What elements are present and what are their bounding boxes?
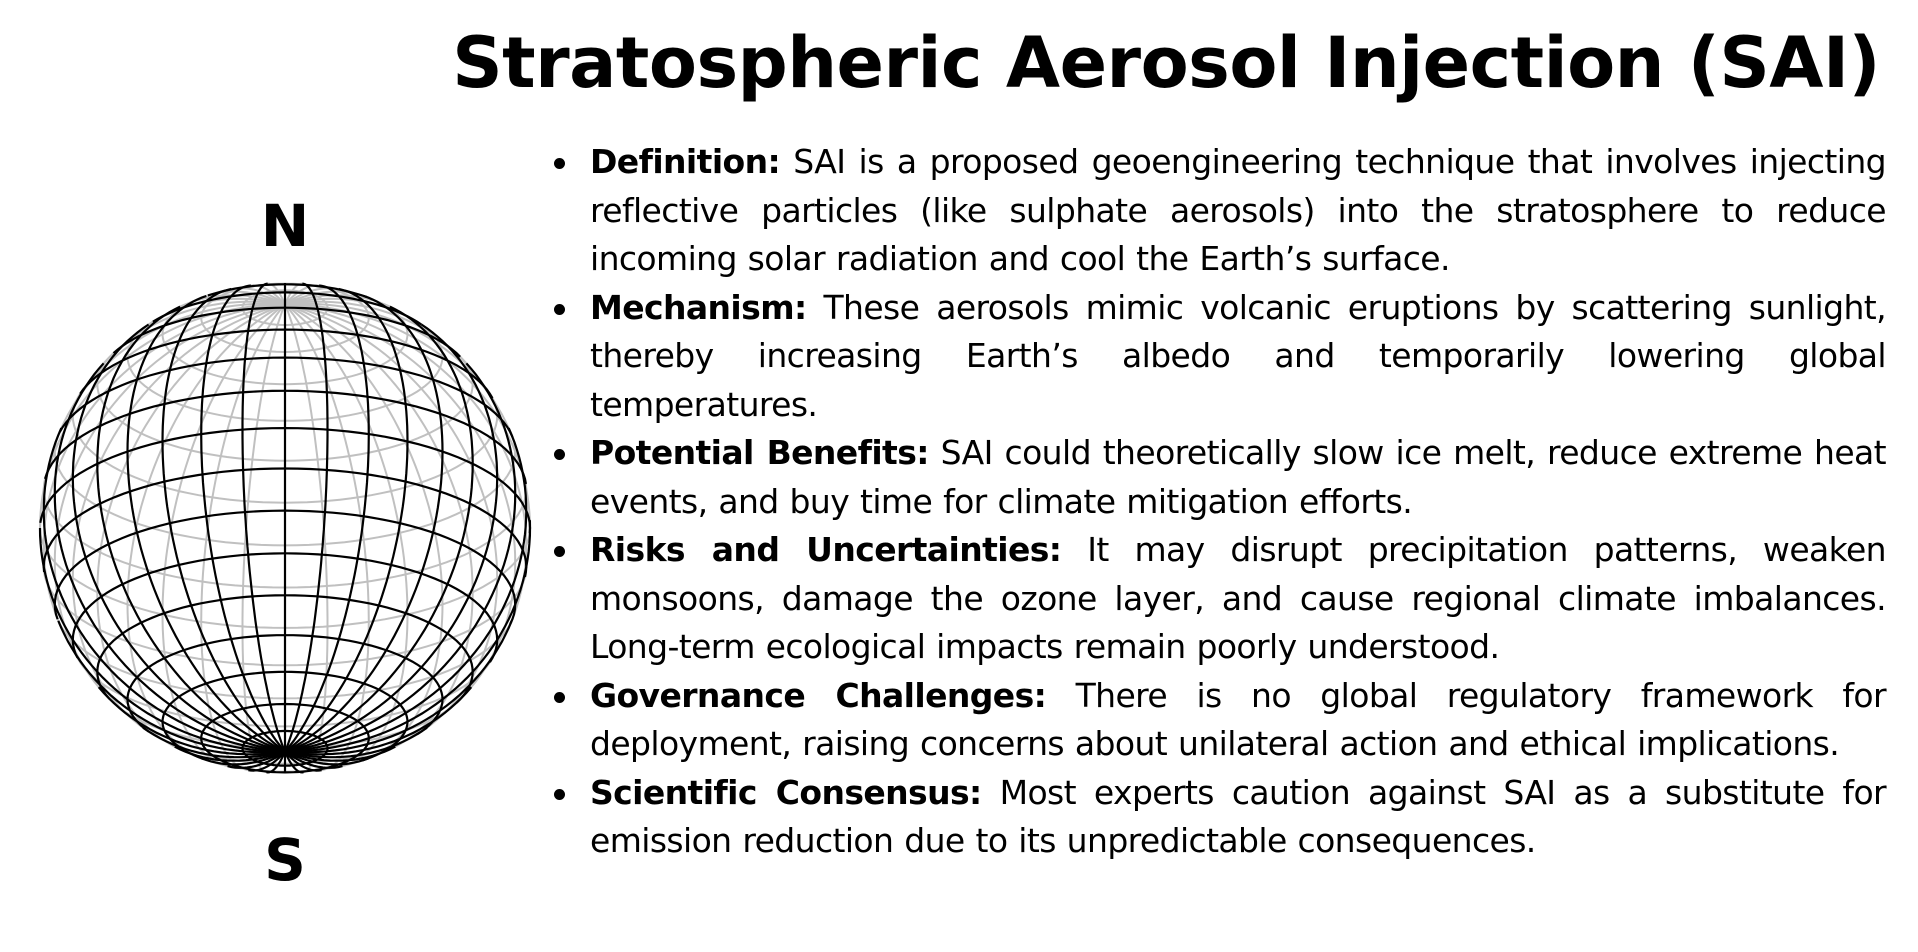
bullet-label: Mechanism: — [590, 287, 807, 327]
bullet-dot — [554, 546, 565, 557]
bullet-item-governance — [552, 672, 1886, 769]
bullet-item-consensus — [552, 769, 1886, 866]
bullet-item-definition — [552, 138, 1886, 284]
bullet-dot — [554, 304, 565, 315]
bullet-dot — [554, 158, 565, 169]
bullet-label: Scientific Consensus: — [590, 772, 982, 812]
north-pole-label: N — [260, 192, 310, 260]
bullet-dot — [554, 449, 565, 460]
bullet-label: Risks and Uncertainties: — [590, 530, 1062, 569]
bullet-text: These aerosols mimic volcanic eruptions by scattering sunlight, thereby increasing Earth’s albedo and temporarily lowering global temperatures. — [590, 287, 1886, 424]
south-pole-label: S — [264, 826, 306, 894]
bullet-label: Governance Challenges: — [590, 675, 1047, 715]
bullet-text: There is no global regulatory framework for deployment, raising concerns about unilateral action and ethical implications. — [590, 675, 1886, 763]
bullet-text: Most experts caution against SAI as a substitute for emission reduction due to its unpredictable consequences. — [590, 772, 1886, 860]
bullet-item-risks — [552, 526, 1886, 672]
page-title: Stratospheric Aerosol Injection (SAI) — [452, 22, 1880, 104]
bullet-dot — [554, 692, 565, 703]
bullet-label: Definition: — [590, 142, 781, 181]
bullet-list — [552, 138, 1886, 866]
bullet-item-mechanism — [552, 284, 1886, 430]
bullet-item-benefits — [552, 429, 1886, 526]
bullet-label: Potential Benefits: — [590, 433, 929, 472]
bullet-text: SAI is a proposed geoengineering technique that involves injecting reflective particles (like sulphate aerosols) into the stratosphere to reduce incoming solar radiation and cool the Earth’s surface. — [590, 142, 1886, 278]
bullet-dot — [554, 789, 565, 800]
wireframe-globe-icon — [30, 270, 540, 790]
bullet-text: SAI could theoretically slow ice melt, reduce extreme heat events, and buy time for climate mitigation efforts. — [590, 433, 1886, 521]
bullet-text: It may disrupt precipitation patterns, weaken monsoons, damage the ozone layer, and cause regional climate imbalances. Long-term ecological impacts remain poorly understood. — [590, 530, 1886, 666]
